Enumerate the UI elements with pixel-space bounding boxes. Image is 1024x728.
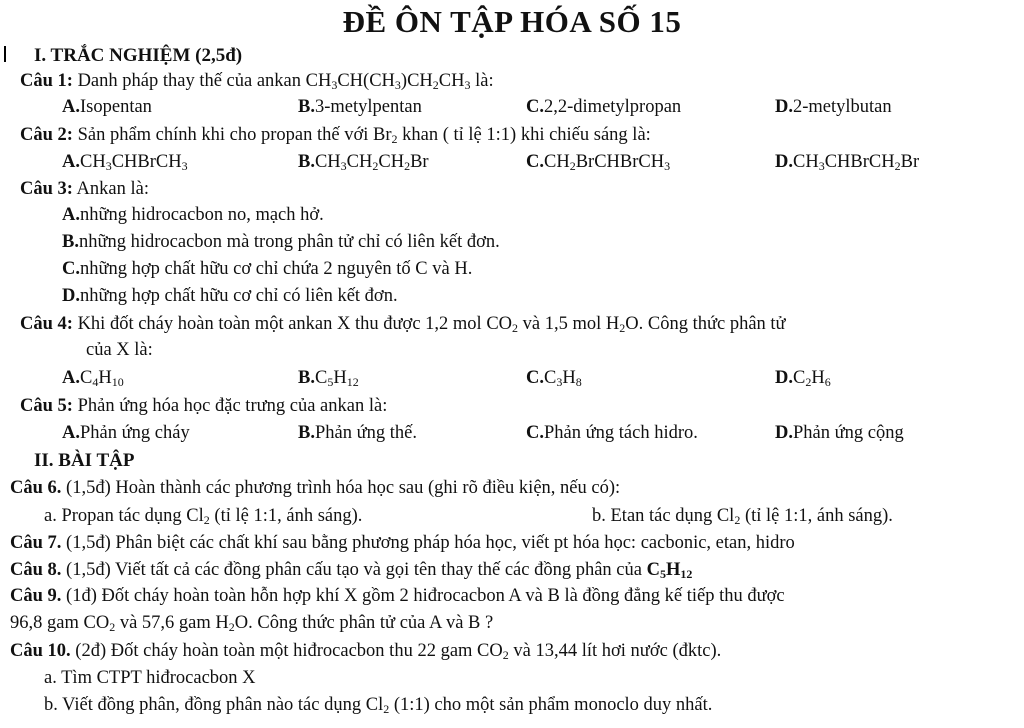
page-title: ĐỀ ÔN TẬP HÓA SỐ 15 — [342, 4, 682, 39]
text-cursor — [4, 46, 6, 62]
question-2: Câu 2: Sản phẩm chính khi cho propan thế với $Br_2$ khan ( tỉ lệ 1:1) khi chiếu sáng là: — [20, 125, 651, 146]
question-4-option-a: $A.C_4H_{10}$ — [62, 368, 124, 389]
question-2-option-d: $D.CH_3CHBrCH_2Br$ — [775, 152, 920, 173]
section-heading-multiple-choice: I. TRẮC NGHIỆM (2,5đ) — [34, 45, 243, 66]
question-3-option-a: A.những hidrocacbon no, mạch hở. — [62, 205, 324, 225]
question-4-continued: của X là: — [86, 340, 153, 360]
question-3-option-d: D.những hợp chất hữu cơ chỉ có liên kết đơn. — [62, 286, 398, 306]
question-4-option-c: $C.C_3H_8$ — [526, 368, 582, 389]
question-9-continued: 96,8 gam $CO_2$ và 57,6 gam $H_2O$. Công thức phân tử của A và B ? — [10, 613, 494, 634]
question-2-option-a: $A.CH_3CHBrCH_3$ — [62, 152, 188, 173]
question-2-option-b: $B.CH_3CH_2CH_2Br$ — [298, 152, 429, 173]
question-6-part-b: b. Etan tác dụng $Cl_2$ (tỉ lệ 1:1, ánh sáng). — [592, 506, 893, 527]
question-10-part-b: b. Viết đồng phân, đồng phân nào tác dụng $Cl_2$ (1:1) cho một sản phẩm monoclo duy nhất. — [44, 695, 713, 716]
question-6-part-a: a. Propan tác dụng $Cl_2$ (tỉ lệ 1:1, ánh sáng). — [44, 506, 363, 527]
question-8: Câu 8. (1,5đ) Viết tất cả các đồng phân cấu tạo và gọi tên thay thế các đồng phân của $C_5H_{12}$ — [10, 560, 693, 581]
section-heading-exercises: II. BÀI TẬP — [34, 450, 135, 471]
question-2-option-c: $C.CH_2BrCHBrCH_3$ — [526, 152, 671, 173]
question-5-option-c: C.Phản ứng tách hidro. — [526, 423, 698, 443]
question-10-part-a: a. Tìm CTPT hiđrocacbon X — [44, 668, 256, 688]
question-1-option-d: D.2-metylbutan — [775, 97, 892, 117]
question-4-option-b: $B.C_5H_{12}$ — [298, 368, 359, 389]
question-5-option-b: B.Phản ứng thế. — [298, 423, 417, 443]
question-5-option-a: A.Phản ứng cháy — [62, 423, 190, 443]
question-4: Câu 4: Khi đốt cháy hoàn toàn một ankan X thu được 1,2 mol $CO_2$ và 1,5 mol $H_2O$. Công thức phân tử — [20, 314, 786, 335]
question-3: Câu 3: Ankan là: — [20, 179, 149, 199]
question-9: Câu 9. (1đ) Đốt cháy hoàn toàn hỗn hợp khí X gồm 2 hiđrocacbon A và B là đồng đẳng kế tiếp thu được — [10, 586, 785, 606]
question-1-option-c: C.2,2-dimetylpropan — [526, 97, 682, 117]
question-10: Câu 10. (2đ) Đốt cháy hoàn toàn một hiđrocacbon thu 22 gam $CO_2$ và 13,44 lít hơi nước (đktc). — [10, 641, 722, 662]
question-4-option-d: $D.C_2H_6$ — [775, 368, 831, 389]
question-3-option-b: B.những hidrocacbon mà trong phân tử chỉ có liên kết đơn. — [62, 232, 500, 252]
question-5-option-d: D.Phản ứng cộng — [775, 423, 904, 443]
question-6: Câu 6. (1,5đ) Hoàn thành các phương trình hóa học sau (ghi rõ điều kiện, nếu có): — [10, 478, 621, 498]
question-3-option-c: C.những hợp chất hữu cơ chỉ chứa 2 nguyên tố C và H. — [62, 259, 473, 279]
question-1-option-a: A.Isopentan — [62, 97, 152, 117]
question-5: Câu 5: Phản ứng hóa học đặc trưng của ankan là: — [20, 396, 388, 416]
question-7: Câu 7. (1,5đ) Phân biệt các chất khí sau bằng phương pháp hóa học, viết pt hóa học: cacbonic, etan, hidro — [10, 533, 795, 553]
question-1: Câu 1: Danh pháp thay thế của ankan $CH_3CH(CH_3)CH_2CH_3$ là: — [20, 71, 494, 92]
question-1-option-b: B.3-metylpentan — [298, 97, 422, 117]
